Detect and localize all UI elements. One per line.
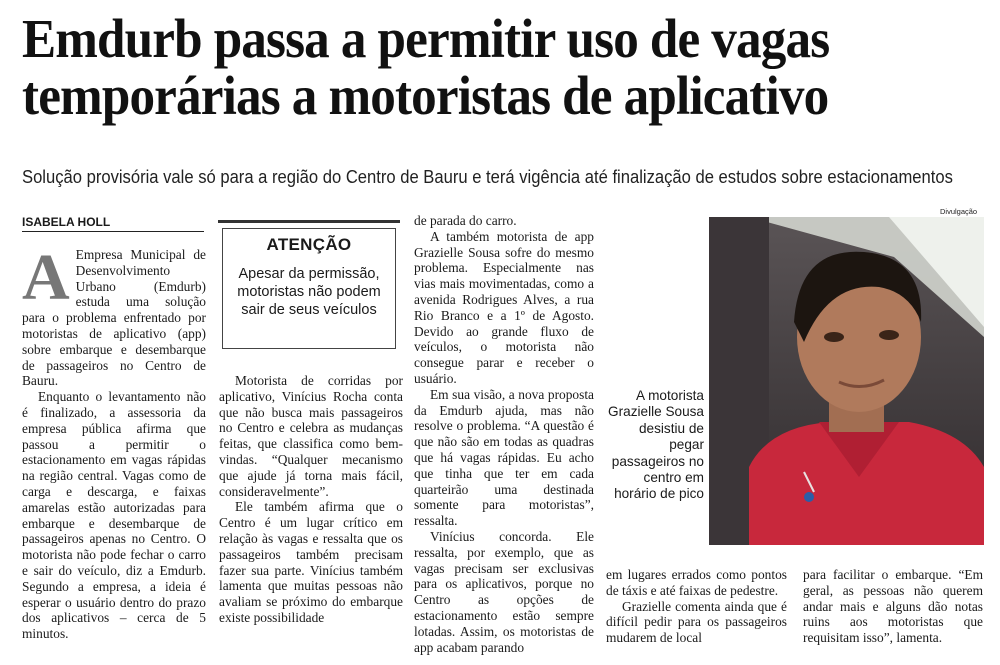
article-column-2	[219, 373, 403, 626]
headline: Emdurb passa a permitir uso de vagas temporárias a motoristas de aplicativo	[22, 8, 830, 126]
paragraph: Ele também afirma que o Centro é um lugar crítico em relação às vagas e ressalta que os passageiros também precisam fazer sua parte. Vinícius também lamenta que muitas pessoas não avaliam se próximo do embarque existe possibilidade	[219, 499, 403, 625]
paragraph: Vinícius concorda. Ele ressalta, por exemplo, que as vagas precisam ser exclusivas para os aplicativos, porque no Centro as opções de estacionamento estão sempre lotadas. Assim, os motoristas de app acabam parando	[414, 528, 594, 655]
article-column-1	[22, 241, 206, 642]
article-column-4	[606, 567, 787, 646]
paragraph: para facilitar o embarque. “Em geral, as pessoas não querem andar mais e alguns dão notas ruins aos motoristas que requisitam isso”, lamenta.	[803, 567, 983, 646]
attention-box-text: Apesar da permissão, motoristas não podem sair de seus veículos	[237, 266, 381, 318]
paragraph: A também motorista de app Grazielle Sousa sofre do mesmo problema. Especialmente nas vias mais movimentadas, como a avenida Rodrigues Alves, a rua Rio Branco e a 1º de Agosto. Devido ao grande fluxo de veículos, o motorista não consegue parar e receber o usuário.	[414, 228, 594, 386]
article-column-5	[803, 567, 983, 646]
photo-credit: Divulgação	[940, 207, 978, 216]
paragraph: Enquanto o levantamento não é finalizado, a assessoria da empresa pública afirma que passou a permitir o estacionamento em vagas rápidas na região central. Vagas como de carga e descarga, e faixas amarelas estão autorizadas para embarque e desembarque de passageiros apenas no Centro. O motorista não pode fechar o carro e sair do veículo, diz a Emdurb. Segundo a empresa, a ideia é esperar o usuário dentro do prazo dos aplicativos – cerca de 5 minutos.	[22, 389, 206, 642]
paragraph: Empresa Municipal de Desenvolvimento Urbano (Emdurb) estuda uma solução para o problema enfrentado por motoristas de aplicativo (app) sobre embarque e desembarque de passageiros no Centro de Bauru.	[22, 247, 206, 389]
attention-box-title: ATENÇÃO	[266, 235, 352, 254]
article-column-3	[414, 213, 594, 655]
dropcap: A	[22, 241, 70, 314]
paragraph: em lugares errados como pontos de táxis e até faixas de pedestre.	[606, 567, 787, 598]
portrait-photo	[709, 217, 984, 545]
subheadline: Solução provisória vale só para a região do Centro de Bauru e terá vigência até finalização de estudos sobre estacionamentos	[22, 167, 953, 187]
photo-caption: A motorista Grazielle Sousa desistiu de pegar passageiros no centro em horário de pico	[608, 388, 704, 502]
paragraph: Grazielle comenta ainda que é difícil pedir para os passageiros mudarem de local	[606, 598, 787, 646]
paragraph: Motorista de corridas por aplicativo, Vinícius Rocha conta que não busca mais passageiros no Centro e celebra as mudanças feitas, que classifica como bem-vindas. “Qualquer mecanismo que ajude já torna mais fácil, consideravelmente”.	[219, 373, 403, 499]
byline: ISABELA HOLL	[22, 215, 204, 232]
paragraph: de parada do carro.	[414, 213, 517, 228]
paragraph: Em sua visão, a nova proposta da Emdurb ajuda, mas não resolve o problema. “A questão é que não são em todas as quadras que há vagas rápidas. Eu acho que tinha que ter em cada quarteirão uma destinada somente para motoristas”, ressalta.	[414, 386, 594, 529]
attention-box	[218, 220, 400, 349]
